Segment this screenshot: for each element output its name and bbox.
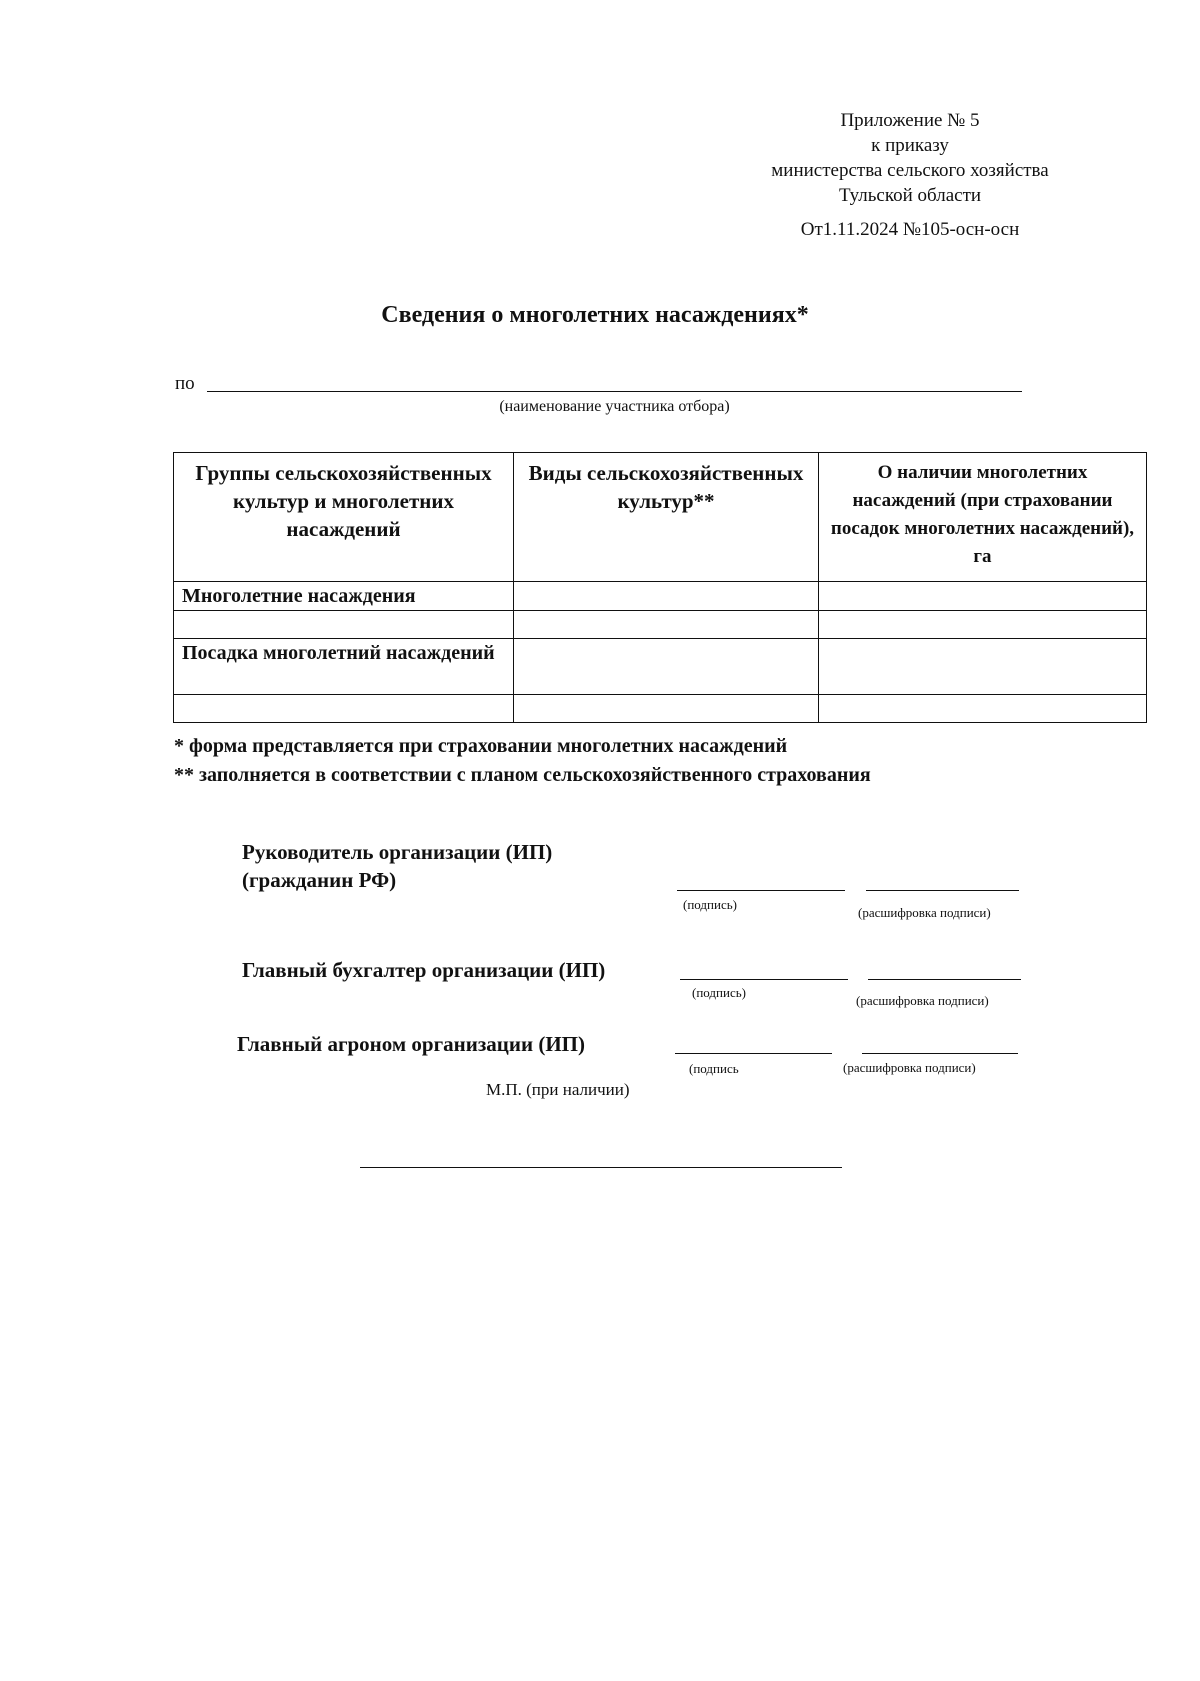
agronomist-signature-line[interactable] — [675, 1053, 832, 1054]
table-row — [174, 695, 1147, 723]
stamp-place-label: М.П. (при наличии) — [486, 1080, 630, 1099]
agronomist-decode-caption: (расшифровка подписи) — [843, 1060, 976, 1075]
table-cell-group: Посадка многолетний насаждений — [174, 639, 514, 695]
header-crop-types: Виды сельскохозяйственных культур** — [514, 453, 819, 582]
table-cell-area[interactable] — [819, 695, 1147, 723]
footnote-single-asterisk: * форма представляется при страховании многолетних насаждений — [174, 735, 788, 757]
table-row — [174, 611, 1147, 639]
head-signature-caption: (подпись) — [683, 897, 737, 912]
accountant-title: Главный бухгалтер организации (ИП) — [242, 958, 606, 982]
table-cell-group: Многолетние насаждения — [174, 582, 514, 611]
agronomist-title: Главный агроном организации (ИП) — [237, 1032, 585, 1056]
appendix-number: Приложение № 5 — [840, 110, 980, 131]
region-name: Тульской области — [838, 185, 982, 206]
head-title — [242, 838, 552, 894]
accountant-decode-line[interactable] — [868, 979, 1021, 980]
head-title-line1: Руководитель организации (ИП) — [242, 840, 553, 864]
head-decode-caption: (расшифровка подписи) — [858, 905, 991, 920]
footnote-double-asterisk: ** заполняется в соответствии с планом сельскохозяйственного страхования — [174, 764, 871, 786]
accountant-decode-caption: (расшифровка подписи) — [856, 993, 989, 1008]
head-decode-line[interactable] — [866, 890, 1019, 891]
table-cell-group[interactable] — [174, 695, 514, 723]
table-cell-type[interactable] — [514, 582, 819, 611]
table-row — [174, 639, 1147, 695]
header-crop-groups: Группы сельскохозяйственных культур и многолетних насаждений — [174, 453, 514, 582]
participant-name-field[interactable] — [207, 391, 1022, 392]
head-signature-line[interactable] — [677, 890, 845, 891]
participant-caption: (наименование участника отбора) — [499, 398, 730, 415]
table-cell-area[interactable] — [819, 611, 1147, 639]
order-date-number: От1.11.2024 №105-осн-осн — [800, 219, 1020, 240]
table-cell-type[interactable] — [514, 695, 819, 723]
table-header-row — [174, 453, 1147, 582]
table-cell-type[interactable] — [514, 611, 819, 639]
table-row — [174, 582, 1147, 611]
plantings-table — [173, 452, 1147, 723]
agronomist-signature-caption: (подпись — [689, 1061, 739, 1076]
order-reference: к приказу — [871, 135, 949, 156]
agronomist-decode-line[interactable] — [862, 1053, 1018, 1054]
ministry-name: министерства сельского хозяйства — [771, 160, 1049, 181]
table-cell-group[interactable] — [174, 611, 514, 639]
head-title-line2: (гражданин РФ) — [242, 868, 397, 892]
table-cell-area[interactable] — [819, 639, 1147, 695]
table-cell-type[interactable] — [514, 639, 819, 695]
table-cell-area[interactable] — [819, 582, 1147, 611]
document-title: Сведения о многолетних насаждениях* — [381, 302, 809, 328]
document-header — [700, 108, 1120, 242]
participant-prefix: по — [175, 373, 195, 394]
bottom-separator — [360, 1167, 842, 1168]
accountant-signature-caption: (подпись) — [692, 985, 746, 1000]
header-area-ha: О наличии многолетних насаждений (при страховании посадок многолетних насаждений), га — [819, 453, 1147, 582]
accountant-signature-line[interactable] — [680, 979, 848, 980]
